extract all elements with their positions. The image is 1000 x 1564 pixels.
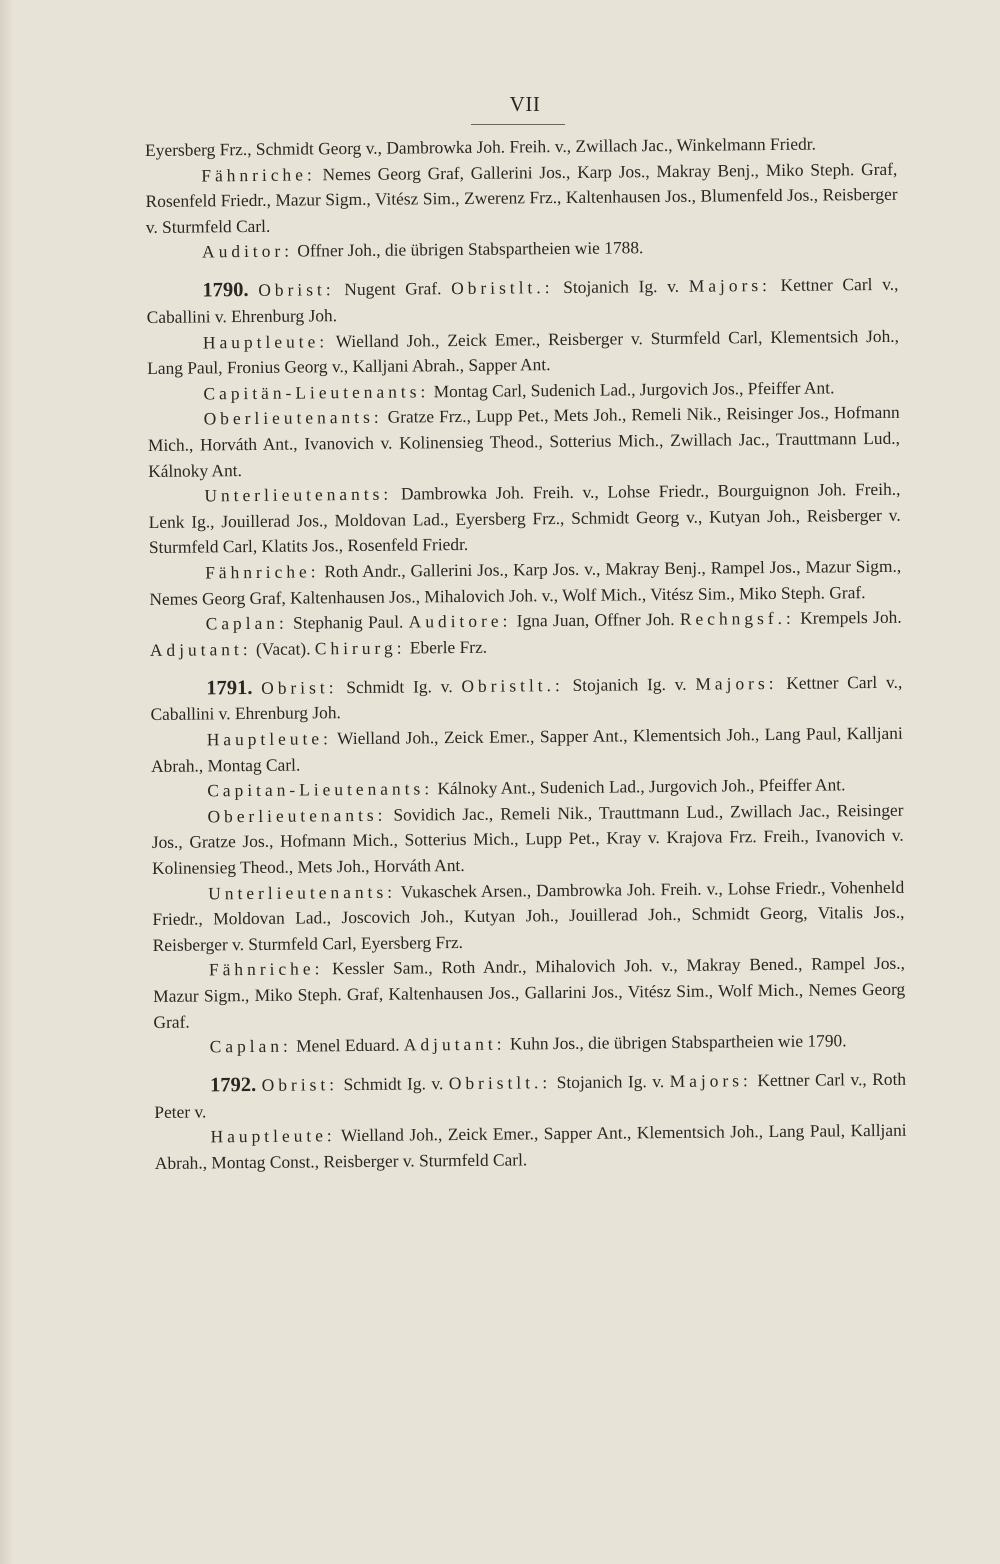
name-list-text: Sovidich Jac., Remeli Nik., Trauttmann Lud., Zwillach Jac., Reisinger Jos., Gratze Jos., Hofmann Mich., Sotterius Mich., Lupp Pet., Kray v. Krajova Frz. Freih., Ivanovich v. Kolinensieg Theod., Mets Joh., Horváth Ant. — [151, 799, 904, 878]
rank-label: Obristlt.: — [461, 674, 564, 696]
roster-paragraph — [147, 323, 899, 381]
rank-label: Majors: — [669, 1070, 752, 1092]
rank-label: Hauptleute: — [206, 728, 333, 750]
name-list-text: Kuhn Jos., die übrigen Stabspartheien wie 1790. — [505, 1030, 847, 1054]
name-list-text: Wielland Joh., Zeick Emer., Sapper Ant., Klementsich Joh., Lang Paul, Kalljani Abrah., Montag Const., Reisberger v. Sturmfeld Carl. — [154, 1120, 907, 1174]
name-list-text: Kettner Carl v., Caballini v. Ehrenburg Joh. — [150, 671, 903, 725]
name-list-text: Vukaschek Arsen., Dambrowka Joh. Freih. v., Lohse Friedr., Vohenheld Friedr., Moldovan Lad., Joscovich Joh., Kutyan Joh., Jouillerad Joh., Schmidt Georg, Vitalis Jos., Reisberger v. Sturmfeld Carl, Eyersberg Frz. — [152, 876, 905, 955]
name-list-text: Schmidt Ig. v. — [337, 1073, 449, 1095]
name-list-text: Kettner Carl v., Caballini v. Ehrenburg Joh. — [146, 274, 899, 328]
roster-paragraph — [153, 951, 906, 1035]
rank-label: Capitän-Lieutenants: — [203, 381, 430, 404]
rank-label: Majors: — [695, 672, 778, 694]
name-list-text: Kálnoky Ant., Sudenich Lad., Jurgovich Joh., Pfeiffer Ant. — [433, 774, 846, 799]
name-list-text: Nugent Graf. — [334, 278, 452, 300]
rank-label: Adjutant: — [403, 1033, 506, 1055]
rank-label: Hauptleute: — [202, 330, 329, 353]
roster-paragraph — [148, 477, 901, 561]
name-list-text: Stojanich Ig. v. — [551, 1071, 670, 1093]
name-list-text: Offner Joh., die übrigen Stabspartheien wie 1788. — [292, 237, 644, 261]
name-list-text: Eyersberg Frz., Schmidt Georg v., Dambrowka Joh. Freih. v., Zwillach Jac., Winkelmann Friedr. — [145, 133, 816, 160]
page-edge-shadow — [0, 0, 14, 1564]
rank-label: Caplan: — [205, 612, 288, 634]
rank-label: Caplan: — [209, 1035, 292, 1057]
name-list-text: (Vacat). — [251, 638, 315, 659]
name-list-text — [248, 280, 258, 300]
year-entry-paragraph — [146, 272, 898, 330]
rank-label: Oberlieutenants: — [207, 804, 387, 827]
rank-label: Majors: — [688, 275, 772, 297]
page-number-underline — [471, 124, 565, 125]
name-list-text: Kessler Sam., Roth Andr., Mihalovich Joh. v., Makray Bened., Rampel Jos., Mazur Sigm., Miko Steph. Graf, Kaltenhausen Jos., Gallarini Jos., Vitész Sim., Wolf Mich., Nemes Georg Graf. — [153, 953, 906, 1032]
rank-label: Fähnriche: — [201, 163, 316, 186]
name-list-text: Schmidt Ig. v. — [337, 675, 462, 698]
year-heading: 1792. — [209, 1074, 257, 1097]
year-entry-paragraph — [154, 1067, 906, 1125]
name-list-text: Stephanig Paul. — [287, 611, 409, 633]
name-list-text: Krempels Joh. — [794, 606, 902, 628]
roster-paragraph — [151, 721, 903, 779]
page-number: VII — [509, 92, 541, 116]
roster-paragraph — [148, 400, 901, 484]
name-list-text: Nemes Georg Graf, Gallerini Jos., Karp Jos., Makray Benj., Miko Steph. Graf, Rosenfeld Friedr., Mazur Sigm., Vitész Sim., Zwerenz Frz., Kaltenhausen Jos., Blumenfeld Jos., Reisberger v. Sturmfeld Carl. — [145, 158, 898, 237]
name-list-text: Roth Andr., Gallerini Jos., Karp Jos. v., Makray Benj., Rampel Jos., Mazur Sigm., Nemes Georg Graf, Kaltenhausen Jos., Mihalovich Joh. v., Wolf Mich., Vitész Sim., Miko Steph. Graf. — [149, 555, 902, 609]
name-list-text: Stojanich Ig. v. — [553, 276, 689, 298]
rank-label: Unterlieutenants: — [204, 483, 393, 506]
name-list-text — [252, 678, 261, 698]
year-entry-paragraph — [150, 670, 902, 728]
rank-label: Auditore: — [408, 610, 512, 632]
rank-label: Oberlieutenants: — [203, 407, 383, 429]
roster-paragraph — [145, 156, 898, 240]
rank-label: Auditor: — [201, 240, 294, 262]
rank-label: Fähnriche: — [208, 958, 324, 980]
year-heading: 1790. — [202, 279, 249, 302]
roster-paragraph — [149, 554, 901, 612]
rank-label: Rechngsf.: — [679, 607, 795, 630]
body-text — [145, 131, 907, 1177]
name-list-text: Eberle Frz. — [405, 636, 488, 658]
rank-label: Obristlt.: — [451, 277, 554, 299]
rank-label: Hauptleute: — [210, 1125, 336, 1147]
roster-paragraph — [154, 1118, 906, 1176]
roster-paragraph — [152, 874, 905, 958]
roster-paragraph — [151, 798, 904, 882]
name-list-text: Kettner Carl v., Roth Peter v. — [154, 1069, 907, 1122]
rank-label: Unterlieutenants: — [208, 881, 397, 904]
rank-label: Obrist: — [261, 1074, 339, 1096]
rank-label: Obristlt.: — [448, 1072, 552, 1094]
name-list-text: Stojanich Ig. v. — [563, 673, 696, 695]
name-list-text: Dambrowka Joh. Freih. v., Lohse Friedr., Bourguignon Joh. Freih., Lenk Ig., Jouillerad Jos., Moldovan Lad., Eyersberg Frz., Schmidt Georg v., Kutyan Joh., Reisberger v. Sturmfeld Carl, Klatits Jos., Rosenfeld Friedr. — [148, 478, 901, 558]
name-list-text: Gratze Frz., Lupp Pet., Mets Joh., Remeli Nik., Reisinger Jos., Hofmann Mich., Horváth Ant., Ivanovich v. Kolinensieg Theod., Sotterius Mich., Zwillach Jac., Trauttmann Lud., Kálnoky Ant. — [147, 402, 901, 481]
rank-label: Chirurg: — [314, 637, 406, 659]
rank-label: Obrist: — [261, 677, 338, 698]
name-list-text: Montag Carl, Sudenich Lad., Jurgovich Jos., Pfeiffer Ant. — [429, 377, 835, 402]
rank-label: Adjutant: — [149, 638, 252, 660]
name-list-text: Wielland Joh., Zeick Emer., Reisberger v. Sturmfeld Carl, Klementsich Joh., Lang Paul, Fronius Georg v., Kalljani Abrah., Sapper Ant. — [147, 325, 900, 379]
rank-label: Obrist: — [258, 279, 335, 301]
rank-label: Fähnriche: — [205, 561, 320, 583]
name-list-text: Wielland Joh., Zeick Emer., Sapper Ant., Klementsich Joh., Lang Paul, Kalljani Abrah., Montag Carl. — [150, 722, 903, 776]
roster-paragraph — [150, 605, 902, 663]
name-list-text: Menel Eduard. — [291, 1034, 404, 1056]
name-list-text: Igna Juan, Offner Joh. — [511, 609, 680, 631]
rank-label: Capitan-Lieutenants: — [207, 778, 434, 801]
year-heading: 1791. — [206, 676, 253, 700]
